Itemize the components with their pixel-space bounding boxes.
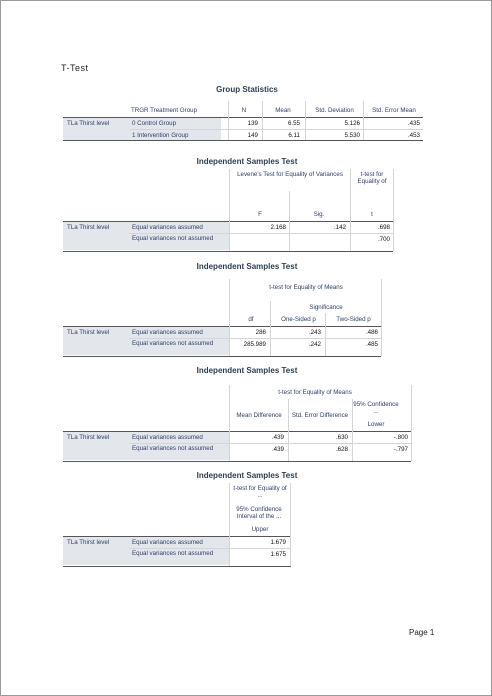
independent-samples-test-title: Independent Samples Test (196, 262, 298, 271)
independent-samples-test-title: Independent Samples Test (196, 471, 298, 480)
column-divider (229, 385, 230, 461)
header-ttest: t-test for Equality of (357, 171, 387, 185)
column-divider (289, 191, 290, 251)
header-std-error-difference: Std. Error Difference (291, 412, 349, 419)
column-divider (229, 169, 230, 251)
cell-std-error-mean: .453 (407, 132, 420, 139)
cell-sig (289, 234, 349, 250)
cell-n: 139 (247, 120, 258, 127)
row-label-thirst-level: TLa Thirst level (63, 118, 129, 140)
group-label: 0 Control Group (129, 118, 221, 129)
variance-label: Equal variances not assumed (129, 549, 229, 565)
page-number: Page 1 (409, 628, 435, 637)
cell-n: 149 (247, 132, 258, 139)
cell-mean-difference: .439 (271, 434, 284, 441)
cell-one-sided: .242 (308, 341, 321, 348)
cell-t: .700 (377, 236, 390, 243)
row-label-thirst-level: TLa Thirst level (63, 537, 129, 565)
cell-upper: 1.679 (270, 539, 286, 546)
column-divider (262, 101, 263, 140)
header-t: t (371, 211, 373, 218)
column-divider (229, 279, 230, 356)
header-one-sided: One-Sided p (281, 316, 316, 323)
column-divider (381, 279, 382, 356)
variance-label: Equal variances assumed (129, 222, 229, 233)
column-divider (325, 313, 326, 356)
header-lower: Lower (367, 421, 385, 428)
column-divider (270, 301, 271, 356)
cell-sig: .142 (333, 224, 346, 231)
header-confidence-interval: 95% Confidence Interval of the ... (236, 506, 282, 520)
header-f: F (258, 211, 262, 218)
independent-samples-test-title: Independent Samples Test (196, 157, 298, 166)
independent-samples-test-title: Independent Samples Test (196, 366, 298, 375)
column-divider (288, 399, 289, 461)
cell-std-error-mean: .435 (407, 120, 420, 127)
header-upper: Upper (251, 526, 269, 533)
cell-lower: -.797 (393, 446, 408, 453)
cell-df: 285.989 (243, 341, 266, 348)
cell-f: 2.168 (270, 224, 286, 231)
header-ttest: t-test for Equality of Means (269, 284, 343, 291)
column-divider (228, 101, 229, 140)
cell-std-error-difference: .630 (335, 434, 348, 441)
column-divider (305, 101, 306, 140)
cell-mean-difference: .439 (271, 446, 284, 453)
column-divider (290, 483, 291, 566)
row-label-thirst-level: TLa Thirst level (63, 432, 129, 460)
group-label: 1 Intervention Group (129, 130, 221, 140)
column-divider (411, 385, 412, 461)
header-n: N (241, 107, 247, 114)
cell-one-sided: .243 (308, 329, 321, 336)
header-ttest: t-test for Equality of ... (233, 485, 287, 499)
header-mean-difference: Mean Difference (236, 412, 282, 419)
header-confidence: 95% Confidence ... (353, 401, 399, 415)
header-levene: Levene's Test for Equality of Variances (237, 171, 343, 178)
document-title: T-Test (61, 63, 89, 73)
header-mean: Mean (275, 107, 291, 114)
cell-std-deviation: 5.530 (344, 132, 360, 139)
variance-label: Equal variances assumed (129, 537, 229, 548)
header-std-deviation: Std. Deviation (315, 107, 354, 114)
column-divider (393, 169, 394, 251)
header-std-error-mean: Std. Error Mean (372, 107, 416, 114)
header-df: df (248, 316, 254, 323)
header-significance: Significance (309, 304, 343, 311)
divider (63, 251, 393, 252)
header-two-sided: Two-Sided p (336, 316, 371, 323)
column-divider (229, 483, 230, 566)
group-statistics-title: Group Statistics (216, 85, 278, 94)
cell-std-deviation: 5.126 (344, 120, 360, 127)
cell-df: 286 (255, 329, 266, 336)
cell-two-sided: .486 (365, 329, 378, 336)
variance-label: Equal variances assumed (129, 327, 229, 338)
row-label-thirst-level: TLa Thirst level (63, 222, 129, 250)
divider (63, 461, 411, 462)
cell-upper: 1.675 (270, 551, 286, 558)
variance-label: Equal variances assumed (129, 432, 229, 443)
column-divider (350, 169, 351, 251)
cell-t: .698 (377, 224, 390, 231)
cell-lower: -.800 (393, 434, 408, 441)
cell-f (231, 234, 289, 250)
column-divider (352, 399, 353, 461)
variance-label: Equal variances not assumed (129, 444, 229, 460)
row-label-thirst-level: TLa Thirst level (63, 327, 129, 355)
header-sig: Sig. (313, 211, 325, 218)
cell-mean: 6.55 (287, 120, 300, 127)
divider (63, 356, 381, 357)
variance-label: Equal variances not assumed (129, 234, 229, 250)
header-treatment-group: TRGR Treatment Group (131, 107, 198, 114)
cell-two-sided: .485 (365, 341, 378, 348)
cell-std-error-difference: .628 (335, 446, 348, 453)
cell-mean: 6.11 (288, 132, 300, 139)
column-divider (363, 101, 364, 140)
header-ttest: t-test for Equality of Means (278, 389, 352, 396)
variance-label: Equal variances not assumed (129, 339, 229, 355)
divider (63, 566, 291, 567)
divider (63, 140, 423, 141)
